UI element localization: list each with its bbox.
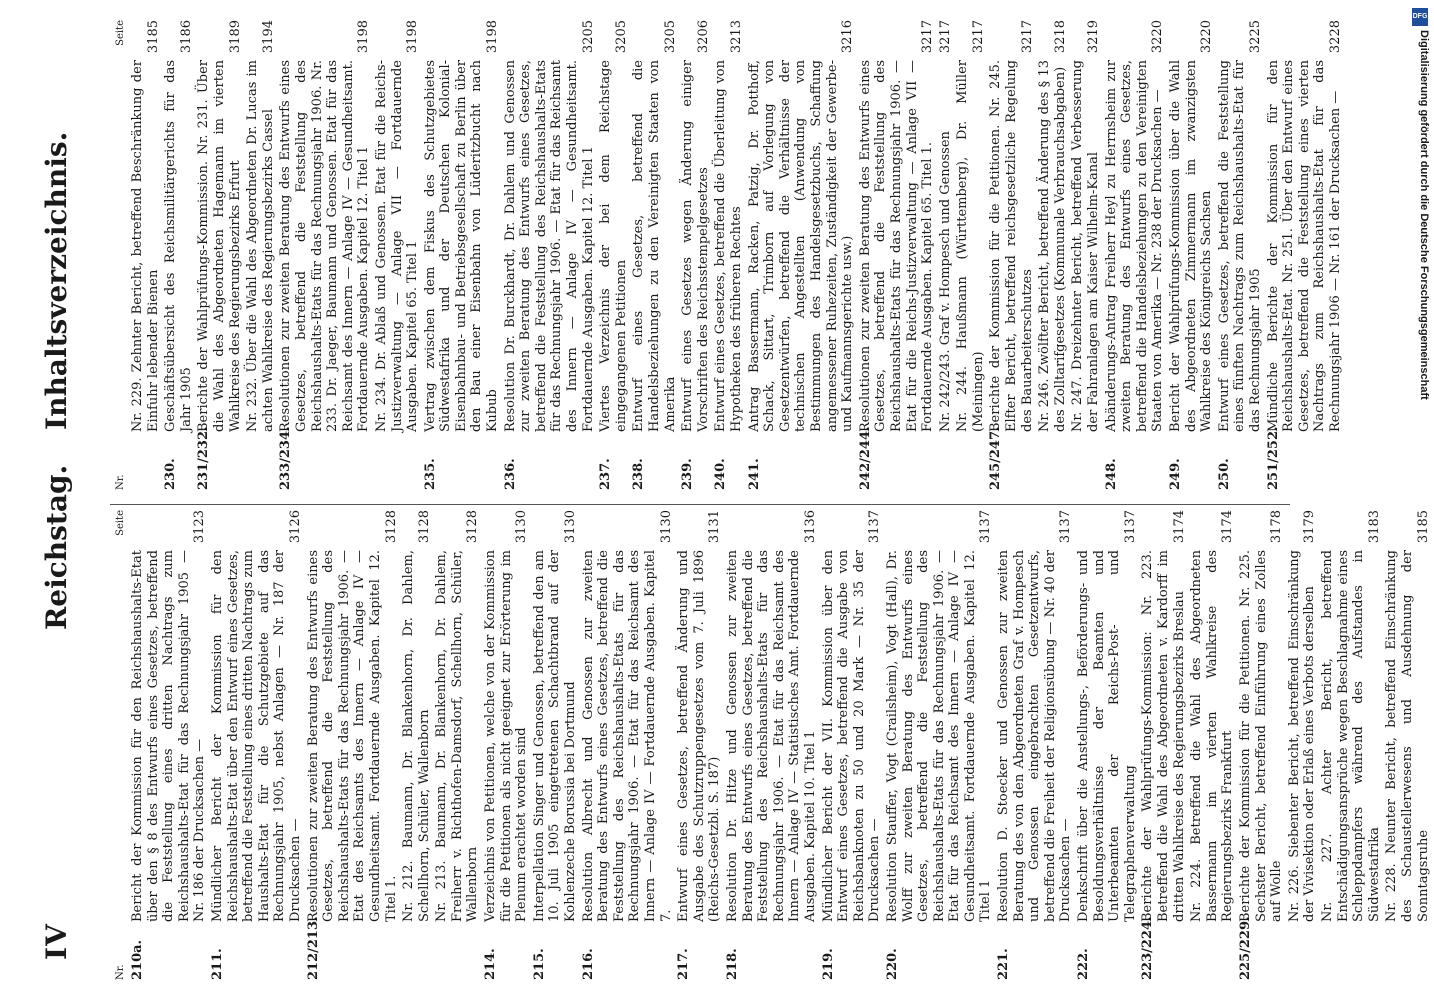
- entry-text: Entwurf eines Gesetzes, betreffend Änderung und Ausgabe des Schutzruppengesetzes vom 7. Juli 1896 (Reichs-Gesetzbl. S. 187): [676, 550, 723, 922]
- entry-text: Berichte der Kommission für die Petitionen. Nr. 225. Sechster Bericht, betreffend Einführung eines Zolles auf Wolle: [1237, 550, 1285, 922]
- entry-number: 249.: [1168, 458, 1183, 490]
- entry-page: 3130: [563, 510, 579, 544]
- entry-page: 3130: [658, 510, 674, 544]
- entry-page: 3137: [978, 510, 994, 544]
- entry-page: 3128: [383, 510, 399, 544]
- entry-page: 3128: [465, 510, 481, 544]
- entry-number: [130, 432, 161, 490]
- entry-text: Nr. 228. Neunter Bericht, betreffend Einschränkung des Schaustellerwesens und Ausdehnung der Sonntagsruhe: [1384, 550, 1431, 922]
- entry-text: Nr. 232. Über die Wahl des Abgeordneten Dr. Lucas im achten Wahlkreise des Regierungsbezirks Cassel: [245, 60, 276, 432]
- entry-page: 3123: [192, 510, 208, 544]
- toc-entry: [1037, 20, 1068, 490]
- toc-entry: [747, 20, 856, 490]
- toc-entry: [163, 20, 194, 490]
- toc-entry: [1320, 510, 1382, 980]
- entry-page: 3186: [178, 20, 194, 54]
- entry-text: Verzeichnis von Petitionen, welche von der Kommission für die Petitionen als nicht geeignet zur Erörterung im Plenum erachtet worden sind: [483, 550, 530, 922]
- entry-page: 3130: [514, 510, 530, 544]
- entry-page: 3217: [920, 20, 936, 54]
- page-number: IV: [40, 923, 73, 960]
- entry-page: 3213: [728, 20, 744, 54]
- entry-page: 3205: [580, 20, 596, 54]
- entry-text: Resolution Dr. Hitze und Genossen zur zweiten Beratung des Entwurfs eines Gesetzes, betreffend die Feststellung des Reichshaushalts-Etats für das Rechnungsjahr 1906. — Etat für das Reichsamt des Innern — Anlage IV — Statistisches Amt. Fortdauernde Ausgaben. Kapitel 10. Titel 1: [724, 550, 818, 922]
- entry-text: Nr. 229. Zehnter Bericht, betreffend Beschränkung der Einfuhr lebender Bienen: [130, 60, 161, 432]
- entry-page: 3205: [662, 20, 678, 54]
- toc-entry: [938, 20, 954, 490]
- entry-page: 3218: [1052, 20, 1068, 54]
- toc-entry: [532, 510, 579, 980]
- header-title-reichstag: Reichstag.: [40, 464, 73, 630]
- entry-page: 3179: [1302, 510, 1318, 544]
- entry-number: 210a.: [130, 939, 145, 980]
- entry-number: 214.: [483, 948, 499, 980]
- entry-text: Interpellation Singer und Genossen, betreffend den am 10. Juli 1905 eingetretenen Schachtbrand auf der Kohlenzeche Borussia bei Dortmund: [531, 550, 579, 922]
- entry-page: 3220: [1150, 20, 1166, 54]
- entry-number: 230.: [163, 458, 179, 490]
- entry-text: Resolution D. Stoecker und Genossen zur zweiten Beratung des von den Abgeordneten Graf v. Hompesch und Genossen eingebrachten Gesetzentwurfs, betreffend die Freiheit der Religionsübung — Nr. 40 der Drucksachen —: [996, 550, 1074, 922]
- toc-entry: [885, 510, 994, 980]
- entry-text: Abänderungs-Antrag Freiherr Heyl zu Herrnsheim zur zweiten Beratung des Entwurfs eines Gesetzes, betreffend die Handelsbeziehungen zu den Vereinigten Staaten von Amerika — Nr. 238 der Drucksachen —: [1103, 60, 1166, 432]
- toc-entry: [680, 20, 711, 490]
- toc-entry: [434, 510, 481, 980]
- entry-page: 3198: [356, 20, 372, 54]
- entry-text: Nr. 244. Haußmann (Württemberg), Dr. Müller (Meiningen): [955, 60, 986, 432]
- entry-number: 221.: [996, 948, 1012, 980]
- entry-page: 3137: [867, 510, 883, 544]
- entry-number: [1287, 922, 1318, 980]
- entry-text: Entwurf eines Gesetzes, betreffend die Feststellung eines fünften Nachtrags zum Reichshaushalts-Etat für das Rechnungsjahr 1905: [1216, 60, 1263, 432]
- entry-number: 216.: [580, 948, 596, 980]
- entry-page: 3137: [1058, 510, 1074, 544]
- entry-number: 245/247.: [988, 426, 1004, 490]
- entry-page: 3220: [1199, 20, 1215, 54]
- toc-entry: [306, 510, 400, 980]
- entry-page: 3185: [1415, 510, 1431, 544]
- entry-page: 3174: [1171, 510, 1187, 544]
- toc-entry: [130, 20, 161, 490]
- entry-text: Nr. 213. Baumann, Dr. Blankenhorn, Dr. Dahlem, Freiherr v. Richthofen-Damsdorf, Schellhorn, Schüler, Wallenborn: [434, 550, 481, 922]
- entry-page: 3174: [1220, 510, 1236, 544]
- entry-number: 217.: [676, 948, 692, 980]
- entry-text: Resolution Dr. Burckhardt, Dr. Dahlem und Genossen zur zweiten Beratung des Entwurfs eines Gesetzes, betreffend die Feststellung des Reichshaushalts-Etats für das Rechnungsjahr 1906. — Etat für das Reichsamt des Innern — Anlage IV — Gesundheitsamt. Fortdauernde Ausgaben. Kapitel 12. Titel 1: [502, 60, 596, 432]
- entry-text: Bericht der Wahlprüfungs-Kommission über die Wahl des Abgeordneten Zimmermann im zwanzigsten Wahlkreise des Königreichs Sachsen: [1168, 60, 1215, 432]
- entry-text: Nr. 227. Achter Bericht, betreffend Entschädigungsansprüche wegen Beschlagnahme eines Schleppdampfers während des Aufstandes in Südwestafrika: [1319, 550, 1382, 922]
- entry-number: [1037, 432, 1068, 490]
- dfg-funding-note: Digitalisierung gefördert durch die Deutsche Forschungsgemeinschaft: [1418, 30, 1430, 400]
- seite-label: Seite: [115, 20, 126, 46]
- toc-entry: [503, 20, 597, 490]
- toc-entry: [1104, 20, 1166, 490]
- entry-text: Vertrag zwischen dem Fiskus des Schutzgebietes Südwestafrika und der Deutschen Kolonial-Eisenbahnbau- und Betriebsgesellschaft zu Berlin über den Bau einer Eisenbahn von Lüderitzbucht nach Kubub: [422, 60, 501, 432]
- dfg-sidebar: [1404, 0, 1434, 1000]
- entry-number: 219.: [820, 948, 836, 980]
- toc-entry: [858, 20, 936, 490]
- entry-text: Nr. 226. Siebenter Bericht, betreffend Einschränkung der Vivisektion oder Erlaß eines Verbots derselben: [1286, 550, 1318, 922]
- toc-entry: [725, 510, 819, 980]
- entry-page: 3185: [145, 20, 161, 54]
- entry-number: [434, 922, 481, 980]
- toc-entry: [955, 20, 986, 490]
- toc-entry: [1217, 20, 1264, 490]
- dfg-logo: DFG: [1412, 8, 1428, 26]
- entry-number: 222.: [1076, 948, 1092, 980]
- toc-entry: [988, 20, 1035, 490]
- entry-page: 3183: [1366, 510, 1382, 544]
- toc-entry: [1168, 20, 1215, 490]
- toc-entry: [210, 510, 304, 980]
- toc-entry: [423, 20, 501, 490]
- toc-entry: [196, 20, 243, 490]
- entry-text: Mündlicher Bericht der Kommission für den Reichshaushalts-Etat über den Entwurf eines Gesetzes, betreffend die Feststellung eines dritten Nachtrags zum Haushalts-Etat für die Schutzgebiete auf das Rechnungsjahr 1905, nebst Anlagen — Nr. 187 der Drucksachen —: [209, 550, 303, 922]
- toc-entry: [598, 20, 629, 490]
- nr-label: Nr.: [115, 964, 126, 980]
- entry-number: 242/244.: [857, 426, 873, 490]
- toc-entry: [1076, 510, 1138, 980]
- entry-number: 250.: [1216, 458, 1232, 490]
- entry-page: 3137: [1122, 510, 1138, 544]
- entry-text: Nr. 234. Dr. Ablaß und Genossen. Etat für die Reichs-Justizverwaltung — Anlage VII — Fortdauernde Ausgaben. Kapitel 65. Titel 1: [373, 60, 421, 432]
- entry-number: [1320, 922, 1382, 980]
- toc-entry: [1140, 510, 1187, 980]
- entry-text: Resolutionen zur zweiten Beratung des Entwurfs eines Gesetzes, betreffend die Feststellung des Reichshaushalts-Etats für das Rechnungsjahr 1906. — Etat des Reichsamts des Innern — Anlage IV — Gesundheitsamt. Fortdauernde Ausgaben. Kapitel 12. Titel 1.: [305, 550, 399, 922]
- toc-entry: [1266, 20, 1344, 490]
- entry-number: 251/252.: [1265, 426, 1281, 490]
- entry-page: 3194: [260, 20, 276, 54]
- toc-entry: [1238, 510, 1285, 980]
- toc-entry: [581, 510, 675, 980]
- entry-number: [1070, 432, 1101, 490]
- entry-text: Bericht der Kommission für den Reichshaushalts-Etat über den § 8 des Entwurfs eines Gesetzes, betreffend die Feststellung eines dritten Nachtrags zum Reichshaushalts-Etat für das Rechnungsjahr 1905 — Nr. 186 der Drucksachen —: [130, 550, 208, 922]
- entry-number: 220.: [884, 948, 900, 980]
- toc-entry: [996, 510, 1074, 980]
- entry-page: 3217: [1019, 20, 1035, 54]
- entry-number: 238.: [631, 458, 647, 490]
- entry-text: Resolutionen zur zweiten Beratung des Entwurfs eines Gesetzes, betreffend die Feststellung des Reichshaushalts-Etats für das Rechnungsjahr 1906. — Etat für die Reichs-Justizverwaltung — Anlage VII — Fortdauernde Ausgaben. Kapitel 65. Titel 1.: [857, 60, 936, 432]
- entry-text: Resolution Albrecht und Genossen zur zweiten Beratung des Entwurfs eines Gesetzes, betreffend die Feststellung des Reichshaushalts-Etats für das Rechnungsjahr 1906. — Etat für das Reichsamt des Innern — Anlage IV — Fortdauernde Ausgaben. Kapitel 7.: [580, 550, 674, 922]
- entry-number: 211.: [209, 948, 225, 980]
- toc-entry: [1070, 20, 1101, 490]
- toc-entry: [1189, 510, 1236, 980]
- entry-text: Berichte der Wahlprüfungs-Kommission: Nr. 223. Betreffend die Wahl des Abgeordneten v. Kardorff im dritten Wahlkreise des Regierungsbezirks Breslau: [1140, 550, 1187, 922]
- toc-entry: [1287, 510, 1318, 980]
- entry-number: 248.: [1103, 458, 1119, 490]
- toc-entry: [245, 20, 276, 490]
- entry-page: 3178: [1269, 510, 1285, 544]
- entry-number: 212/213.: [305, 916, 321, 980]
- entry-page: 3126: [287, 510, 303, 544]
- entry-number: 225/229.: [1237, 916, 1253, 980]
- entry-text: Viertes Verzeichnis der bei dem Reichstage eingegangenen Petitionen: [598, 60, 629, 432]
- entry-text: Denkschrift über die Anstellungs-, Beförderungs- und Besoldungsverhältnisse der Beamten und Unterbeamten der Reichs-Post- und Telegraphenverwaltung: [1076, 550, 1138, 922]
- entry-page: 3206: [695, 20, 711, 54]
- entry-text: Nr. 242/243. Graf v. Hompesch und Genossen: [937, 131, 953, 432]
- entry-number: 237.: [598, 458, 614, 490]
- entry-number: 218.: [724, 948, 740, 980]
- entry-text: Berichte der Wahlprüfungs-Kommission. Nr. 231. Über die Wahl des Abgeordneten Hagemann im vierten Wahlkreise des Regierungsbezirks Erfurt: [196, 60, 243, 432]
- entry-text: Berichte der Kommission für die Petitionen. Nr. 245. Elfter Bericht, betreffend reichsgesetzliche Regelung des Bauarbeiterschutzes: [988, 60, 1035, 432]
- entry-number: [1189, 922, 1236, 980]
- entry-number: 215.: [531, 948, 547, 980]
- entry-page: 3228: [1327, 20, 1343, 54]
- entry-text: Nr. 224. Betreffend die Wahl des Abgeordneten Bassermann im vierten Wahlkreise des Regierungsbezirks Frankfurt: [1189, 550, 1236, 922]
- entry-number: 235.: [422, 458, 438, 490]
- toc-entry: [374, 20, 421, 490]
- entry-text: Entwurf eines Gesetzes wegen Änderung einiger Vorschriften des Reichsstempelgesetzes: [680, 60, 711, 432]
- entry-page: 3131: [707, 510, 723, 544]
- entry-text: Entwurf eines Gesetzes, betreffend die Überleitung von Hypotheken des früheren Rechtes: [713, 60, 744, 432]
- toc-entry: [483, 510, 530, 980]
- toc-entry: [713, 20, 744, 490]
- seite-label: Seite: [115, 510, 126, 536]
- entry-number: [938, 432, 954, 490]
- toc-entry: [631, 20, 678, 490]
- nr-label: Nr.: [115, 474, 126, 490]
- entry-page: 3225: [1247, 20, 1263, 54]
- entry-text: Mündliche Berichte der Kommission für den Reichshaushalts-Etat. Nr. 251. Über den Entwurf eines Gesetzes, betreffend die Feststellung eines vierten Nachtrags zum Reichshaushalts-Etat für das Rechnungsjahr 1906 — Nr. 161 der Drucksachen —: [1265, 60, 1343, 432]
- entry-text: Nr. 246. Zwölfter Bericht, betreffend Änderung des § 13 des Zolltarifgesetzes (Kommunale Verbrauchsabgaben): [1037, 60, 1068, 432]
- entry-number: 240.: [713, 458, 729, 490]
- entry-text: Mündlicher Bericht der VII. Kommission über den Entwurf eines Gesetzes, betreffend die Ausgabe von Reichsbanknoten zu 50 und 20 Mark — Nr. 35 der Drucksachen —: [820, 550, 883, 922]
- toc-entry: [401, 510, 432, 980]
- entry-page: 3217: [937, 20, 953, 54]
- entry-page: 3217: [970, 20, 986, 54]
- toc-entry: [130, 510, 208, 980]
- entry-number: 223/224.: [1140, 916, 1156, 980]
- entry-number: [245, 432, 276, 490]
- entry-page: 3219: [1086, 20, 1102, 54]
- entry-number: [955, 432, 986, 490]
- entry-number: 241.: [746, 458, 762, 490]
- entry-number: 239.: [680, 458, 696, 490]
- toc-entry: [278, 20, 372, 490]
- header-title-inhaltsverzeichnis: Inhaltsverzeichnis.: [40, 131, 73, 430]
- entry-number: 233/234.: [278, 426, 294, 490]
- entry-number: [401, 922, 432, 980]
- entry-page: 3128: [416, 510, 432, 544]
- left-column: [115, 510, 1431, 980]
- toc-entry: [821, 510, 883, 980]
- entry-page: 3216: [840, 20, 856, 54]
- entry-text: Entwurf eines Gesetzes, betreffend die Handelsbeziehungen zu den Vereinigten Staaten von Amerika: [631, 60, 678, 432]
- entry-page: 3205: [613, 20, 629, 54]
- entry-text: Antrag Bassermann, Racken, Patzig, Dr. Potthoff, Schack, Sittart, Trimborn auf Vorlegung von Gesetzentwürfen, betreffend die Verhältnisse der technischen Angestellten (Anwendung von Bestimmungen des Handelsgesetzbuchs, Schaffung angemessener Ruhezeiten, Zuständigkeit der Gewerbe- und Kaufmannsgerichte usw.): [746, 60, 856, 432]
- column-header: [115, 510, 126, 980]
- entry-number: 231/232.: [196, 426, 212, 490]
- page-header: [0, 0, 115, 1000]
- right-column: [115, 20, 1343, 490]
- column-divider: [110, 504, 1290, 505]
- entry-number: 236.: [502, 458, 518, 490]
- toc-entry: [676, 510, 723, 980]
- entry-text: Nr. 247. Dreizehnter Bericht, betreffend Verbesserung der Fahranlagen am Kaiser Wilhelm-Kanal: [1070, 60, 1102, 432]
- entry-text: Geschäftsübersicht des Reichsmilitärgerichts für das Jahr 1905: [163, 60, 194, 432]
- entry-text: Resolutionen zur zweiten Beratung des Entwurfs eines Gesetzes, betreffend die Feststellung des Reichshaushalts-Etats für das Rechnungsjahr 1906. Nr. 233. Dr. Jaeger, Baumann und Genossen. Etat für das Reichsamt des Innern — Anlage IV — Gesundheitsamt. Fortdauernde Ausgaben. Kapitel 12. Titel 1: [278, 60, 372, 432]
- column-header: [115, 20, 126, 490]
- entry-number: [374, 432, 421, 490]
- entry-page: 3189: [227, 20, 243, 54]
- entry-text: Resolution Stauffer, Vogt (Crailsheim), Vogt (Hall), Dr. Wolff zur zweiten Beratung des Entwurfs eines Gesetzes, betreffend die Feststellung des Reichshaushalts-Etats für das Rechnungsjahr 1906. — Etat für das Reichsamt des Innern — Anlage IV — Gesundheitsamt. Fortdauernde Ausgaben. Kapitel 12. Titel 1: [884, 550, 994, 922]
- entry-page: 3136: [802, 510, 818, 544]
- entry-page: 3198: [405, 20, 421, 54]
- entry-page: 3198: [485, 20, 501, 54]
- entry-text: Nr. 212. Baumann, Dr. Blankenhorn, Dr. Dahlem, Schellhorn, Schüler, Wallenborn: [401, 550, 432, 922]
